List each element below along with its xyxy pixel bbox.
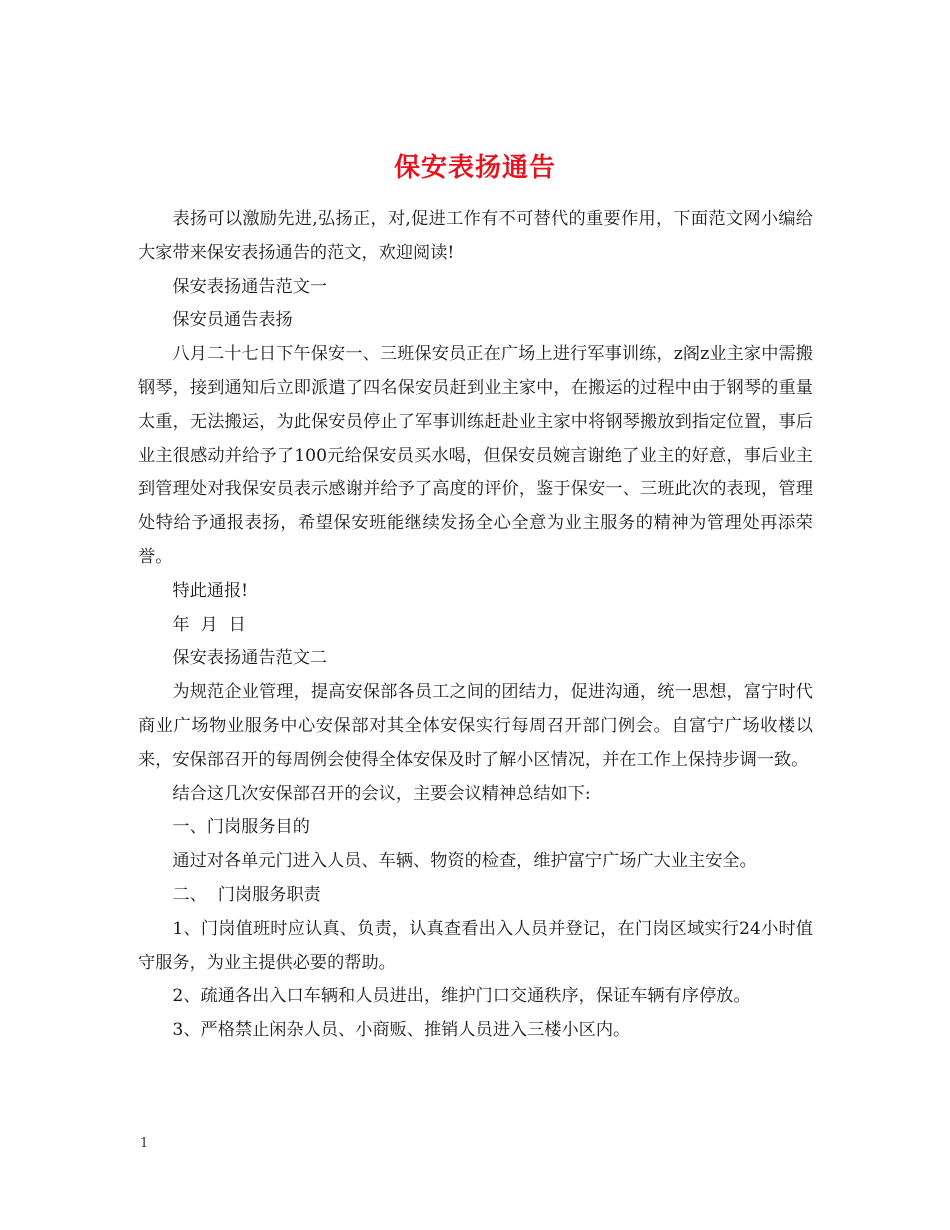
paragraph-section-two-heading: 二、 门岗服务职责 xyxy=(172,884,321,905)
paragraph-duty-one: 1、门岗值班时应认真、负责，认真查看出入人员并登记，在门岗区域实行24小时值守服务，为业主提供必要的帮助。 xyxy=(138,918,813,973)
paragraph-date-placeholder: 年 月 日 xyxy=(172,614,246,635)
paragraph-sample-two-heading: 保安表扬通告范文二 xyxy=(172,648,328,669)
document-title: 保安表扬通告 xyxy=(393,153,556,184)
paragraph-notice-closing: 特此通报! xyxy=(172,580,249,601)
document-body xyxy=(138,203,813,1048)
paragraph-meeting-intro: 为规范企业管理，提高安保部各员工之间的团结力，促进沟通，统一思想，富宁时代商业广场物业服务中心安保部对其全体安保实行每周召开部门例会。自富宁广场收楼以来，安保部召开的每周例会使得全体安保及时了解小区情况，并在工作上保持步调一致。 xyxy=(138,682,813,770)
paragraph-duty-three: 3、严格禁止闲杂人员、小商贩、推销人员进入三楼小区内。 xyxy=(172,1020,631,1041)
paragraph-section-one-content: 通过对各单元门进入人员、车辆、物资的检查，维护富宁广场广大业主安全。 xyxy=(172,851,757,872)
paragraph-sample-one-heading: 保安表扬通告范文一 xyxy=(172,276,328,297)
paragraph-duty-two: 2、疏通各出入口车辆和人员进出，维护门口交通秩序，保证车辆有序停放。 xyxy=(172,986,751,1007)
page-number: 1 xyxy=(140,1136,149,1151)
paragraph-notice-heading: 保安员通告表扬 xyxy=(172,310,293,331)
paragraph-section-one-heading: 一、门岗服务目的 xyxy=(172,817,310,838)
paragraph-piano-story: 八月二十七日下午保安一、三班保安员正在广场上进行军事训练，z阁z业主家中需搬钢琴，接到通知后立即派遣了四名保安员赶到业主家中，在搬运的过程中由于钢琴的重量太重，无法搬运，为此保安员停止了军事训练赶赴业主家中将钢琴搬放到指定位置，事后业主很感动并给予了100元给保安员买水喝，但保安员婉言谢绝了业主的好意，事后业主到管理处对我保安员表示感谢并给予了高度的评价，鉴于保安一、三班此次的表现，管理处特给予通报表扬，希望保安班能继续发扬全心全意为业主服务的精神为管理处再添荣誉。 xyxy=(138,344,813,567)
paragraph-meeting-summary: 结合这几次安保部召开的会议，主要会议精神总结如下: xyxy=(172,783,591,804)
paragraph-intro: 表扬可以激励先进,弘扬正，对,促进工作有不可替代的重要作用，下面范文网小编给大家带来保安表扬通告的范文，欢迎阅读! xyxy=(138,209,813,263)
